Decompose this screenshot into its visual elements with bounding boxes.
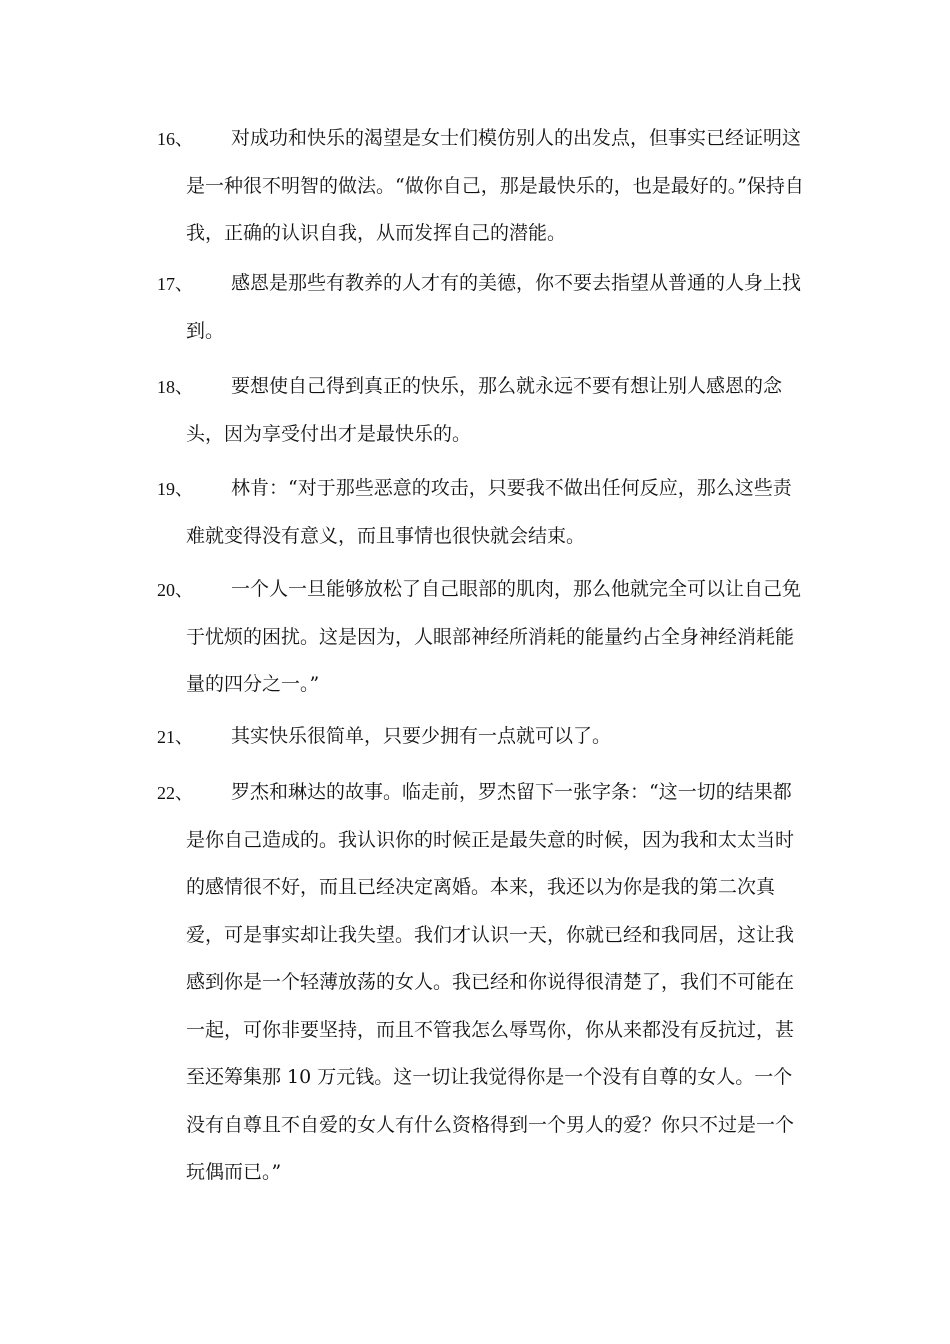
item-text: 要想使自己得到真正的快乐，那么就永远不要有想让别人感恩的念头，因为享受付出才是最快乐的。 [186, 375, 783, 445]
item-number: 22、 [157, 783, 193, 803]
item-number: 16、 [157, 129, 193, 149]
item-number: 17、 [157, 274, 193, 294]
item-number: 19、 [157, 479, 193, 499]
item-number: 18、 [157, 377, 193, 397]
item-text: 一个人一旦能够放松了自己眼部的肌肉，那么他就完全可以让自己免于忧烦的困扰。这是因为，人眼部神经所消耗的能量约占全身神经消耗能量的四分之一。” [186, 578, 802, 695]
item-text: 罗杰和琳达的故事。临走前，罗杰留下一张字条：“这一切的结果都是你自己造成的。我认识你的时候正是最失意的时候，因为我和太太当时的感情很不好，而且已经决定离婚。本来，我还以为你是我的第二次真爱，可是事实却让我失望。我们才认识一天，你就已经和我同居，这让我感到你是一个轻薄放荡的女人。我已经和你说得很清楚了，我们不可能在一起，可你非要坚持，而且不管我怎么辱骂你，你从来都没有反抗过，甚至还筹集那 10 万元钱。这一切让我觉得你是一个没有自尊的女人。一个没有自尊且不自爱的女人有什么资格得到一个男人的爱？你只不过是一个玩偶而已。” [186, 781, 795, 1183]
item-text: 感恩是那些有教养的人才有的美德，你不要去指望从普通的人身上找到。 [186, 272, 802, 342]
item-text: 其实快乐很简单，只要少拥有一点就可以了。 [231, 725, 612, 747]
item-text: 对成功和快乐的渴望是女士们模仿别人的出发点，但事实已经证明这是一种很不明智的做法。“做你自己，那是最快乐的，也是最好的。”保持自我，正确的认识自我，从而发挥自己的潜能。 [186, 127, 804, 244]
item-number: 20、 [157, 580, 193, 600]
item-text: 林肯：“对于那些恶意的攻击，只要我不做出任何反应，那么这些责难就变得没有意义，而且事情也很快就会结束。 [186, 477, 792, 547]
item-number: 21、 [157, 727, 193, 747]
